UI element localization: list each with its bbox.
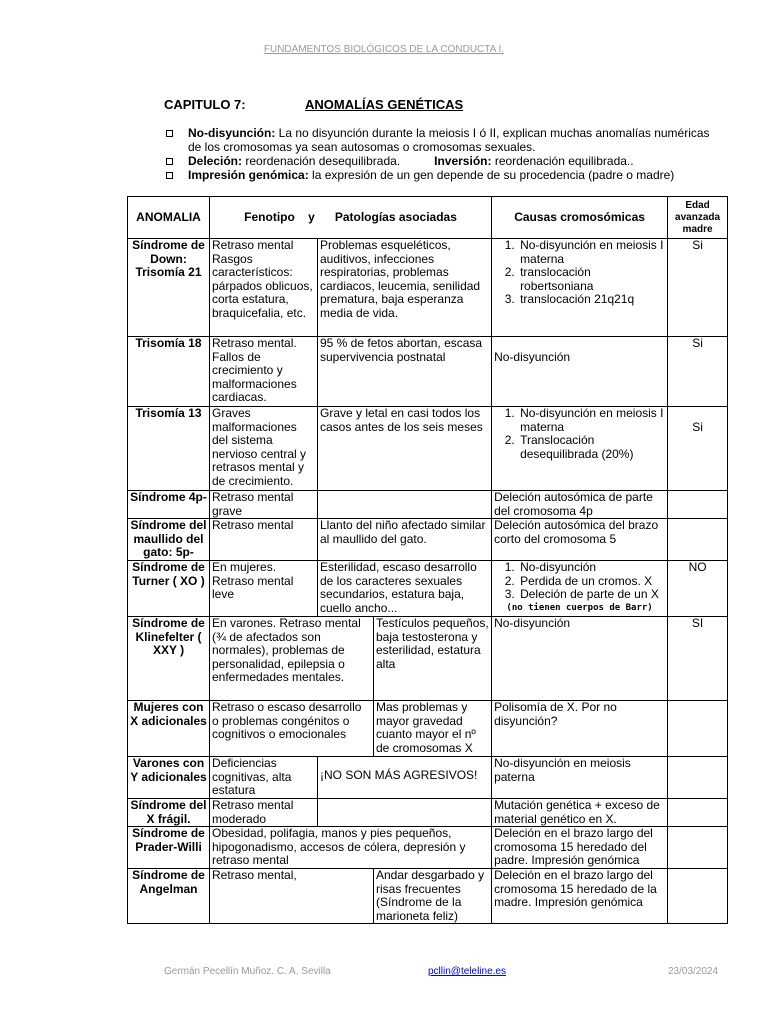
anomaly-name: Varones con Y adicionales (128, 757, 210, 799)
phenotype-cell: En varones. Retraso mental (¾ de afectados son normales), problemas de personalidad, epilepsia o enfermedades mentales. (210, 617, 374, 701)
edad-cell (668, 799, 728, 827)
footer-email (428, 966, 506, 977)
pathology-cell: Llanto del niño afectado similar al maullido del gato. (318, 519, 492, 561)
page-header: FUNDAMENTOS BIOLÓGICOS DE LA CONDUCTA I. (263, 44, 505, 55)
edad-cell: SI (668, 617, 728, 701)
pathology-cell: Andar desgarbado y risas frecuentes (Síndrome de la marioneta feliz) (374, 869, 492, 924)
anomaly-name: Síndrome de Prader-Willi (128, 827, 210, 869)
pathology-cell: Problemas esqueléticos, auditivos, infecciones respiratorias, problemas cardiacos, leucemia, senilidad prematura, baja esperanza media de vida. (318, 239, 492, 337)
edad-cell: NO (668, 561, 728, 617)
table-row (128, 617, 728, 701)
edad-cell (668, 827, 728, 869)
table-header-row (128, 197, 728, 239)
table-row (128, 239, 728, 337)
pathology-cell: Esterilidad, escaso desarrollo de los caracteres sexuales secundarios, estatura baja, cuello ancho... (318, 561, 492, 617)
phenotype-cell: Retraso mental moderado (210, 799, 318, 827)
table-row (128, 561, 728, 617)
anomaly-name: Síndrome de Klinefelter ( XXY ) (128, 617, 210, 701)
table-row (128, 519, 728, 561)
pathology-cell: 95 % de fetos abortan, escasa supervivencia postnatal (318, 337, 492, 407)
square-bullet-icon (166, 172, 173, 179)
pathology-cell (318, 491, 492, 519)
edad-cell: Si (668, 407, 728, 491)
causes-cell: No-disyunción en meiosis paterna (492, 757, 668, 799)
edad-cell (668, 519, 728, 561)
header-causas: Causas cromosómicas (492, 197, 668, 239)
list-item: No-disyunción: La no disyunción durante la meiosis I ó II, explican muchas anomalías numéricas de los cromosomas ya sean autosomas o cromosomas sexuales. (164, 126, 724, 154)
footer-author: Germán Pecellín Muñoz. C. A. Sevilla (164, 966, 331, 977)
table-row (128, 407, 728, 491)
edad-cell (668, 491, 728, 519)
causes-cell: Deleción en el brazo largo del cromosoma 15 heredado del padre. Impresión genómica (492, 827, 668, 869)
header-fenotipo: Fenotipo y Patologías asociadas (210, 197, 492, 239)
chapter-subject: ANOMALÍAS GENÉTICAS (305, 97, 464, 112)
phenotype-cell: Graves malformaciones del sistema nervioso central y retrasos mental y de crecimiento. (210, 407, 318, 491)
causes-cell: 1. No-disyunción en meiosis I materna 2. translocación robertsoniana 3. translocación 21q21q (492, 239, 668, 337)
causes-cell: Deleción autosómica de parte del cromosoma 4p (492, 491, 668, 519)
anomaly-name: Mujeres con X adicionales (128, 701, 210, 757)
edad-cell (668, 757, 728, 799)
pathology-cell (318, 799, 492, 827)
header-edad: Edad avanzada madre (668, 197, 728, 239)
email-link[interactable]: pcllin@teleline.es (428, 966, 506, 977)
table-row (128, 701, 728, 757)
square-bullet-icon (166, 158, 173, 165)
causes-cell: 1. No-disyunción 2. Perdida de un cromos. X 3. Deleción de parte de un X (no tienen cuerpos de Barr) (492, 561, 668, 617)
phenotype-cell: Retraso mental (210, 519, 318, 561)
phenotype-cell: Deficiencias cognitivas, alta estatura (210, 757, 318, 799)
list-item: Impresión genómica: la expresión de un gen depende de su procedencia (padre o madre) (164, 168, 724, 182)
edad-cell: Si (668, 337, 728, 407)
chapter-title (164, 97, 464, 112)
anomalies-table (127, 196, 728, 924)
header-anomalia: ANOMALIA (128, 197, 210, 239)
definitions-list (164, 126, 724, 182)
table-row (128, 827, 728, 869)
pathology-cell: ¡NO SON MÁS AGRESIVOS! (318, 757, 492, 799)
edad-cell (668, 701, 728, 757)
anomaly-name: Síndrome del X frágil. (128, 799, 210, 827)
phenotype-cell: Retraso mental Rasgos característicos: párpados oblicuos, corta estatura, braquicefalia, etc. (210, 239, 318, 337)
phenotype-cell: Obesidad, polifagia, manos y pies pequeños, hipogonadismo, accesos de cólera, depresión y retraso mental (210, 827, 492, 869)
phenotype-cell: En mujeres. Retraso mental leve (210, 561, 318, 617)
footer-date: 23/03/2024 (668, 966, 719, 977)
chapter-number: CAPITULO 7: (164, 97, 246, 112)
anomaly-name: Síndrome de Turner ( XO ) (128, 561, 210, 617)
pathology-cell: Grave y letal en casi todos los casos antes de los seis meses (318, 407, 492, 491)
anomaly-name: Trisomía 13 (128, 407, 210, 491)
barr-note: (no tienen cuerpos de Barr) (506, 602, 653, 613)
table-row (128, 757, 728, 799)
table-row (128, 337, 728, 407)
causes-cell: No-disyunción (492, 337, 668, 407)
edad-cell: Si (668, 239, 728, 337)
causes-cell: 1. No-disyunción en meiosis I materna 2. Translocación desequilibrada (20%) (492, 407, 668, 491)
anomaly-name: Síndrome de Angelman (128, 869, 210, 924)
table-row (128, 869, 728, 924)
pathology-cell: Testículos pequeños, baja testosterona y esterilidad, estatura alta (374, 617, 492, 701)
causes-cell: Deleción autosómica del brazo corto del cromosoma 5 (492, 519, 668, 561)
causes-cell: Mutación genética + exceso de material genético en X. (492, 799, 668, 827)
pathology-cell: Mas problemas y mayor gravedad cuanto mayor el nº de cromosomas X (374, 701, 492, 757)
table-row (128, 491, 728, 519)
anomaly-name: Trisomía 18 (128, 337, 210, 407)
anomaly-name: Síndrome del maullido del gato: 5p- (128, 519, 210, 561)
phenotype-cell: Retraso o escaso desarrollo o problemas congénitos o cognitivos o emocionales (210, 701, 374, 757)
edad-cell (668, 869, 728, 924)
causes-cell: Deleción en el brazo largo del cromosoma 15 heredado de la madre. Impresión genómica (492, 869, 668, 924)
anomaly-name: Síndrome de Down: Trisomía 21 (128, 239, 210, 337)
causes-cell: No-disyunción (492, 617, 668, 701)
anomaly-name: Síndrome 4p- (128, 491, 210, 519)
causes-cell: Polisomía de X. Por no disyunción? (492, 701, 668, 757)
list-item: Deleción: reordenación desequilibrada. Inversión: reordenación equilibrada.. (164, 154, 724, 168)
phenotype-cell: Retraso mental. Fallos de crecimiento y malformaciones cardiacas. (210, 337, 318, 407)
phenotype-cell: Retraso mental grave (210, 491, 318, 519)
phenotype-cell: Retraso mental, (210, 869, 374, 924)
square-bullet-icon (166, 130, 173, 137)
table-row (128, 799, 728, 827)
